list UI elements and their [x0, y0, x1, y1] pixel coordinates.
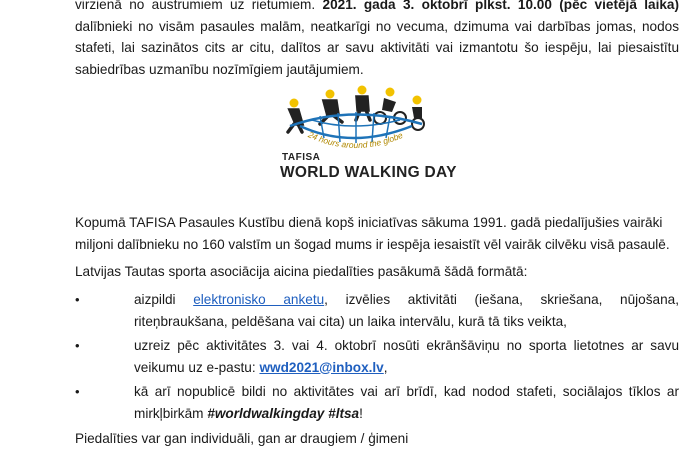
logo-event-name: WORLD WALKING DAY — [280, 164, 457, 181]
cyclist-head-icon — [386, 88, 395, 97]
paragraph-participation: Kopumā TAFISA Pasaules Kustību dienā kopš iniciatīvas sākuma 1991. gadā piedalījušies vairāki miljoni dalībnieku no 160 valstīm un šogad mums ir iespēja iesaistīt vēl vairāk cilvēku visā pasaulē. — [75, 215, 670, 252]
child-figure-icon — [356, 97, 370, 120]
bullet-item-1 — [134, 289, 679, 332]
intro-text-after-date: dalībnieki — [75, 18, 133, 34]
bullet-marker-2: • — [75, 338, 80, 353]
bike-wheel-icon — [374, 112, 386, 124]
bullet-item-3 — [134, 381, 679, 424]
bullet-marker-1: • — [75, 292, 80, 307]
bullet-marker-3: • — [75, 384, 80, 399]
child-head-icon — [358, 86, 367, 95]
bullet-1-text-end: , izvēlies aktivitāti (iešana, skriešana, nūjošana, riteņbraukšana, peldēšana vai cita) un laika intervālu, kurā tā tiks veikta, — [134, 292, 679, 329]
walker-figure-icon — [288, 110, 302, 132]
email-link[interactable]: wwd2021@inbox.lv — [259, 359, 384, 375]
bullet-2-text-start: uzreiz pēc aktivitātes 3. vai 4. oktobrī nosūti ekrānšāviņu no sporta lietotnes ar savu veikumu uz e-pastu: — [134, 338, 679, 375]
bullet-3-text-end: ! — [359, 405, 363, 421]
electronic-form-link[interactable]: elektronisko anketu — [193, 292, 325, 307]
world-walking-day-logo — [272, 80, 457, 195]
bullet-item-2 — [134, 335, 679, 378]
intro-text-start: virzienā no austrumiem uz rietumiem. — [75, 0, 323, 12]
hashtags: #worldwalkingday #ltsa — [207, 405, 360, 421]
logo-arc-text: 24 hours around the globe — [306, 129, 405, 151]
paragraph-cut-off: Piedalīties var gan individuāli, gan ar draugiem / ģimeni — [75, 431, 409, 446]
logo-org-name: TAFISA — [282, 152, 321, 163]
cyclist-figure-icon — [382, 98, 396, 112]
intro-text-rest: no visām pasaules malām, neatkarīgi no vecuma, dzimuma vai darbības jomas, nodos stafeti, lai sazinātos cits ar citu, dalītos ar savu aktivitāti vai izmantotu šo iespēju, lai piesaistītu sabiedrības uzmanību nozīmīgiem jautājumiem. — [75, 18, 680, 77]
wheelchair-figure-icon — [412, 107, 422, 118]
runner-head-icon — [326, 90, 335, 99]
intro-paragraph — [75, 0, 679, 80]
walker-head-icon — [290, 99, 299, 108]
bullet-1-text-start: aizpildi — [134, 292, 194, 307]
bullet-3-text-start: kā arī nopublicē bildi no aktivitātes vai arī brīdī, kad nodod stafeti, sociālajos tīklos ar mirkļbirkām — [134, 384, 679, 421]
logo-graphic — [272, 80, 432, 152]
paragraph-invitation: Latvijas Tautas sporta asociācija aicina piedalīties pasākumā šādā formātā: — [75, 264, 528, 279]
bullet-2-text-end: , — [383, 359, 388, 375]
wheelchair-head-icon — [413, 96, 422, 105]
intro-date-bold: 2021. gada 3. oktobrī plkst. 10.00 (pēc vietējā laika) — [322, 0, 679, 12]
